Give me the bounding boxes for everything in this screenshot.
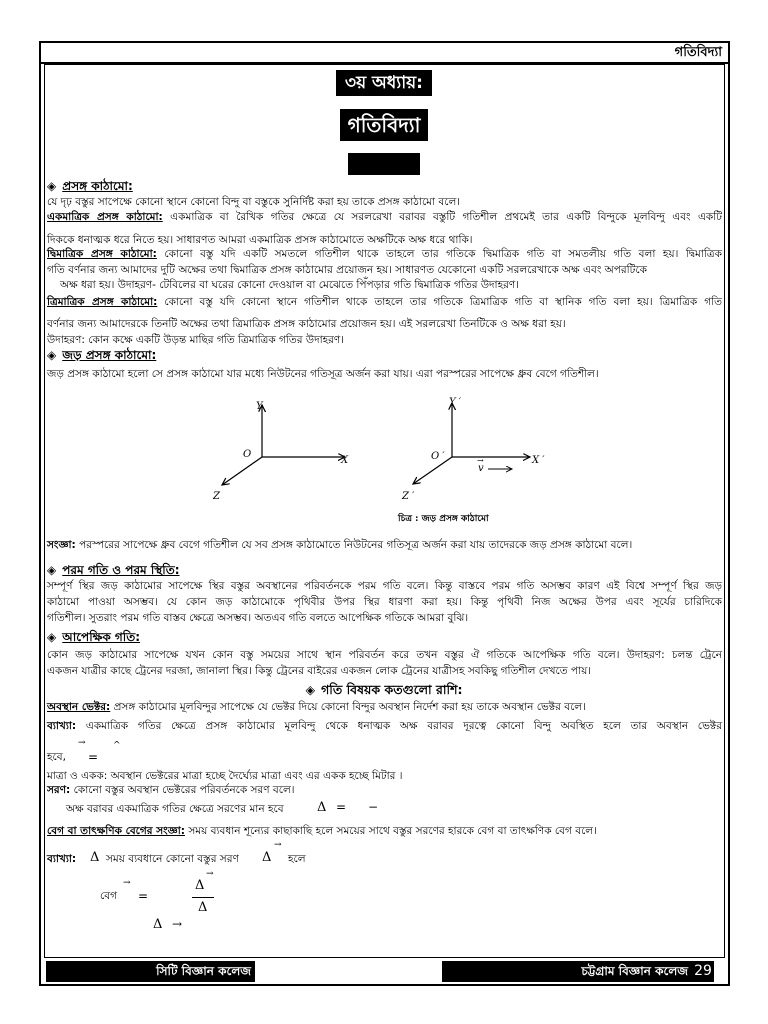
relative-heading: ◈ আপেক্ষিক গতি: [47, 630, 141, 644]
velocity-equals: = [138, 889, 149, 903]
fraction-numerator-delta: Δ [195, 878, 205, 893]
position-vector-def: অবস্থান ভেক্টর: প্রসঙ্গ কাঠামোর মূলবিন্দুর সাপেক্ষে যে ভেক্টর দিয়ে কোনো বিন্দুর অবস্থান নির্দেশ করা হয় তাকে অবস্থান ভেক্টর বলে। [47, 701, 586, 713]
inertial-definition: সংজ্ঞা: পরস্পরের সাপেক্ষে ধ্রুব বেগে গতিশীল যে সব প্রসঙ্গ কাঠামোতে নিউটনের গতিসূত্র অর্জন করা যায় তাদেরকে জড় প্রসঙ্গ কাঠামো বলে। [47, 539, 633, 551]
velocity-label-arrow: → [477, 456, 484, 465]
absolute-line-3: গতিশীল। সুতরাং পরম গতি বাস্তব ক্ষেত্রে অসম্ভব। অতএব গতি বলতে আপেক্ষিক গতিকে আমরা বুঝি। [47, 612, 469, 624]
inertial-frame-figure [0, 385, 768, 545]
two-d-line-3: অক্ষ ধরা হয়। উদাহরণ- টেবিলের বা ঘরের কোনো দেওয়াল বা মেঝেতে পিঁপড়ার গতি দ্বিমাত্রিক গতির উদাহরণ। [60, 279, 519, 291]
left-origin-label: O [243, 449, 252, 460]
velocity-def: বেগ বা তাৎক্ষণিক বেগের সংজ্ঞা: সময় ব্যবধান শূন্যের কাছাকাছি হলে সময়ের সাথে বস্তুর সরণের হারকে বেগ বা তাৎক্ষণিক বেগ বলে। [47, 825, 597, 837]
fraction-numerator-arrow: → [206, 869, 214, 879]
footer-left: সিটি বিজ্ঞান কলেজ [46, 961, 255, 982]
subject-title: গতিবিদ্যা [340, 109, 428, 141]
velocity-expl-arrow: → [274, 840, 282, 850]
velocity-expl-delta-t: Δ [90, 850, 100, 865]
one-d-line-1: একমাত্রিক প্রসঙ্গ কাঠামো: একমাত্রিক বা রৈখিক গতির ক্ষেত্রে যে সরলরেখা বরাবর বস্তুটি গতিশীল প্রথমেই তার একটি বিন্দুকে মূলবিন্দু এবং একটি [47, 211, 723, 223]
absolute-heading: ◈ পরম গতি ও পরম স্থিতি: [47, 563, 180, 577]
position-equals: = [88, 750, 99, 764]
left-z-label: Z [213, 491, 220, 502]
three-d-line-2: বর্ণনার জন্য আমাদেরকে তিনটি অক্ষের তথা ত্রিমাত্রিক প্রসঙ্গ কাঠামোর প্রয়োজন হয়। এই সরলরেখা তিনটিকে ও অক্ষ ধরা হয়। [47, 318, 566, 330]
velocity-vec-arrow: → [123, 878, 131, 888]
absolute-line-1: সম্পূর্ণ স্থির জড় কাঠামোর সাপেক্ষে স্থির বস্তুর অবস্থানের পরিবর্তনকে পরম গতি বলে। কিন্তু বাস্তবে পরম গতি অসম্ভব কারণ এই বিশ্বে সম্পূর্ণ স্থির জড় [47, 580, 722, 592]
right-origin-label: O ′ [431, 451, 445, 462]
dimension-line: মাত্রা ও একক: অবস্থান ভেক্টরের মাত্রা হচ্ছে দৈর্ঘ্যের মাত্রা এবং এর একক হচ্ছে মিটার । [47, 770, 403, 782]
limit-delta: Δ [153, 917, 163, 932]
diamond-icon: ◈ [47, 630, 57, 644]
frame-definition: যে দৃঢ় বস্তুর সাপেক্ষে কোনো স্থানে কোনো বিন্দু বা বস্তুকে সুনির্দিষ্ট করা হয় তাকে প্রসঙ্গ কাঠামো বলে। [47, 196, 461, 208]
title-bar [348, 153, 420, 175]
fraction-bar [192, 897, 214, 898]
three-d-line-3: উদাহরণ: কোন কক্ষে একটি উড়ন্ত মাছির গতি ত্রিমাত্রিক গতির উদাহরণ। [47, 334, 345, 346]
running-head: গতিবিদ্যা [674, 45, 722, 60]
position-hat: ^ [113, 741, 121, 751]
diamond-icon: ◈ [47, 563, 57, 577]
velocity-word: বেগ [100, 890, 117, 902]
left-y-label: Y [256, 401, 263, 412]
displacement-delta: Δ [317, 800, 327, 815]
velocity-expl-end: হলে [288, 853, 306, 865]
limit-arrow: → [172, 917, 183, 931]
velocity-label: v [478, 463, 484, 474]
displacement-def: সরণ: কোনো বস্তুর অবস্থান ভেক্টরের পরিবর্তনকে সরণ বলে। [47, 784, 295, 796]
footer-right: চট্টগ্রাম বিজ্ঞান কলেজ [442, 961, 692, 982]
displacement-minus: − [368, 800, 379, 814]
position-arrow: → [78, 738, 86, 748]
frame-heading: ◈ প্রসঙ্গ কাঠামো: [47, 179, 133, 193]
displacement-equals: = [336, 800, 347, 814]
displacement-1d: অক্ষ বরাবর একমাত্রিক গতির ক্ষেত্রে সরণের মান হবে [66, 803, 284, 815]
left-z-axis [222, 457, 262, 485]
relative-line-1: কোন জড় কাঠামোর সাপেক্ষে যখন কোন বস্তু সময়ের সাথে স্থান পরিবর্তন করে তখন বস্তুর ঐ গতিকে আপেক্ষিক গতি বলে। উদাহরণ: চলন্ত ট্রেনে [47, 649, 722, 661]
velocity-expl-text: সময় ব্যবধানে কোনো বস্তুর সরণ [106, 853, 239, 865]
inertial-heading: ◈ জড় প্রসঙ্গ কাঠামো: [47, 348, 157, 362]
right-z-label: Z ′ [402, 491, 415, 502]
two-d-line-2: গতি বর্ণনার জন্য আমাদের দুটি অক্ষের তথা দ্বিমাত্রিক প্রসঙ্গ কাঠামোর প্রয়োজন হয়। সাধারণত যেকোনো একটি সরলরেখাকে অক্ষ এবং অপরটিকে [47, 264, 647, 276]
diamond-icon: ◈ [47, 179, 57, 193]
footer-gap [255, 961, 442, 982]
quantities-heading: ◈ গতি বিষয়ক কতগুলো রাশি: [305, 682, 463, 697]
position-expl-1: ব্যাখ্যা: একমাত্রিক গতির ক্ষেত্রে প্রসঙ্গ কাঠামোর মূলবিন্দু থেকে ধনাত্মক অক্ষ বরাবর দূরত্বে কোনো বিন্দু অবস্থিত হলে তার অবস্থান ভেক্টর [47, 720, 723, 732]
three-d-line-1: ত্রিমাত্রিক প্রসঙ্গ কাঠামো: কোনো বস্তু যদি কোনো স্থানে গতিশীল থাকে তাহলে তার গতিকে ত্রিমাত্রিক গতি বা স্থানিক গতি বলা হয়। ত্রিমাত্রিক গতি [47, 296, 723, 308]
inertial-text: জড় প্রসঙ্গ কাঠামো হলো সে প্রসঙ্গ কাঠামো যার মধ্যে নিউটনের গতিসূত্র অর্জন করা যায়। এরা পরস্পরের সাপেক্ষে ধ্রুব বেগে গতিশীল। [47, 368, 599, 380]
right-x-label: X ′ [532, 455, 545, 466]
left-x-label: X [341, 455, 349, 466]
relative-line-2: একজন যাত্রীর কাছে ট্রেনের দরজা, জানালা স্থির। কিন্তু ট্রেনের বাইরের একজন লোক ট্রেনের যাত্রীসহ সবকিছু গতিশীল দেখতে পায়। [47, 665, 592, 677]
one-d-line-2: দিককে ধনাত্মক ধরে নিতে হয়। সাধারণত আমরা একমাত্রিক প্রসঙ্গ কাঠামোতে অক্ষটিকে অক্ষ ধরে থাকি। [47, 234, 473, 246]
figure-caption: চিত্র : জড় প্রসঙ্গ কাঠামো [398, 514, 489, 524]
diamond-icon: ◈ [47, 348, 57, 362]
fraction-denominator-delta: Δ [198, 900, 208, 915]
page-number: 29 [692, 961, 714, 982]
chapter-title: ৩য় অধ্যায়: [336, 70, 432, 96]
right-y-label: Y ′ [449, 397, 462, 408]
diamond-icon: ◈ [305, 682, 316, 697]
two-d-line-1: দ্বিমাত্রিক প্রসঙ্গ কাঠামো: কোনো বস্তু যদি একটি সমতলে গতিশীল থাকে তাহলে তার গতিকে দ্বিমাত্রিক গতি বা সমতলীয় গতি বলা হয়। দ্বিমাত্রিক [47, 248, 722, 260]
velocity-expl-delta-r: Δ [262, 850, 272, 865]
velocity-expl: ব্যাখ্যা: [47, 853, 77, 865]
absolute-line-2: কাঠামো পাওয়া অসম্ভব। যে কোন জড় কাঠামোকে পৃথিবীর উপর স্থির ধারণা করা হয়। কিন্তু পৃথিবী নিজ অক্ষের উপর এবং সূর্যের চারিদিকে [47, 596, 722, 608]
position-expl-2: হবে, [47, 751, 66, 763]
